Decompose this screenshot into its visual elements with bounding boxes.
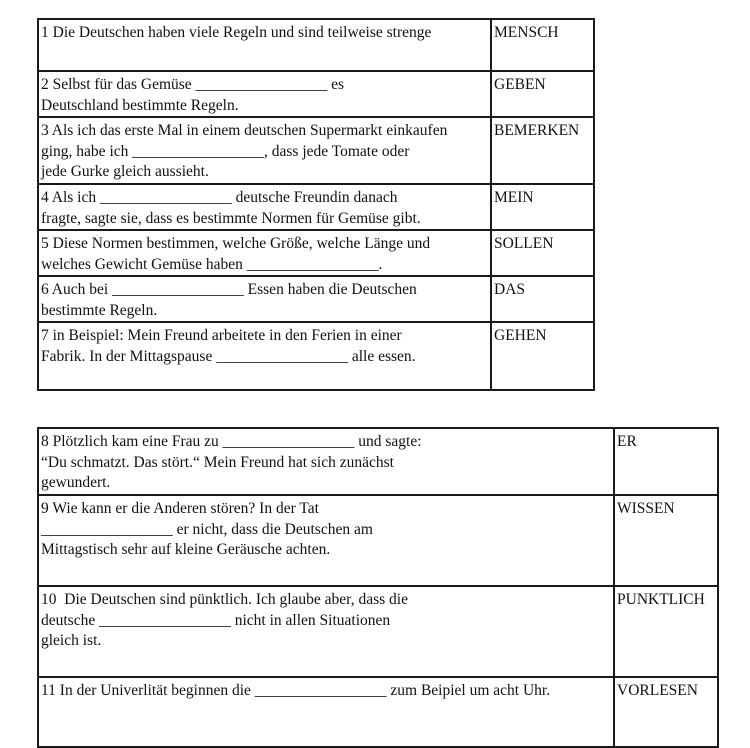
table-row — [38, 117, 594, 184]
word-cell: GEBEN — [491, 71, 594, 117]
word-cell: MEIN — [491, 184, 594, 230]
table-row — [38, 322, 594, 390]
sentence-cell: 8 Plötzlich kam eine Frau zu _________________ und sagte: “Du schmatzt. Das stört.“ Mein Freund hat sich zunächst gewundert. — [38, 428, 614, 495]
sentence-cell: 11 In der Univerlität beginnen die _________________ zum Beipiel um acht Uhr. — [38, 677, 614, 747]
table-row — [38, 276, 594, 322]
word-cell: GEHEN — [491, 322, 594, 390]
table-row — [38, 184, 594, 230]
table-row — [38, 230, 594, 276]
word-cell: SOLLEN — [491, 230, 594, 276]
word-cell: WISSEN — [614, 495, 718, 586]
sentence-cell: 10 Die Deutschen sind pünktlich. Ich glaube aber, dass die deutsche _________________ nicht in allen Situationen gleich ist. — [38, 586, 614, 677]
exercise-table-2 — [37, 427, 719, 748]
table-row — [38, 428, 718, 495]
table-row — [38, 586, 718, 677]
sentence-cell: 7 in Beispiel: Mein Freund arbeitete in den Ferien in einer Fabrik. In der Mittagspause _________________ alle essen. — [38, 322, 491, 390]
word-cell: BEMERKEN — [491, 117, 594, 184]
exercise-table-1 — [37, 18, 595, 391]
sentence-cell: 4 Als ich _________________ deutsche Freundin danach fragte, sagte sie, dass es bestimmte Normen für Gemüse gibt. — [38, 184, 491, 230]
sentence-cell: 3 Als ich das erste Mal in einem deutschen Supermarkt einkaufen ging, habe ich _________________, dass jede Tomate oder jede Gurke gleich aussieht. — [38, 117, 491, 184]
sentence-cell: 5 Diese Normen bestimmen, welche Größe, welche Länge und welches Gewicht Gemüse haben _________________. — [38, 230, 491, 276]
table-row — [38, 495, 718, 586]
word-cell: VORLESEN — [614, 677, 718, 747]
sentence-cell: 9 Wie kann er die Anderen stören? In der Tat _________________ er nicht, dass die Deutschen am Mittagstisch sehr auf kleine Geräusche achten. — [38, 495, 614, 586]
sentence-cell: 2 Selbst für das Gemüse _________________ es Deutschland bestimmte Regeln. — [38, 71, 491, 117]
sentence-cell: 6 Auch bei _________________ Essen haben die Deutschen bestimmte Regeln. — [38, 276, 491, 322]
table-row — [38, 677, 718, 747]
word-cell: ER — [614, 428, 718, 495]
word-cell: MENSCH — [491, 19, 594, 71]
word-cell: DAS — [491, 276, 594, 322]
table-row — [38, 19, 594, 71]
table-row — [38, 71, 594, 117]
sentence-cell: 1 Die Deutschen haben viele Regeln und sind teilweise strenge — [38, 19, 491, 71]
word-cell: PUNKTLICH — [614, 586, 718, 677]
